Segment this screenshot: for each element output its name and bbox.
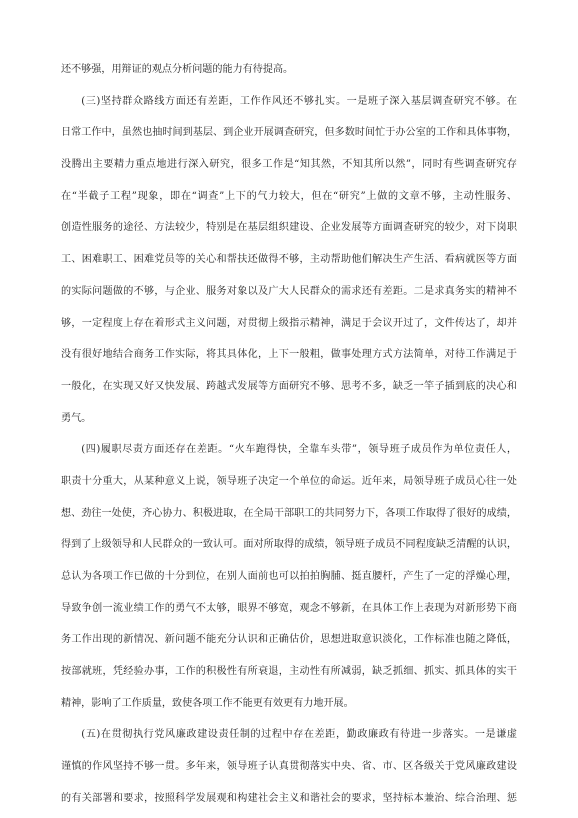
text-line: 得到了上级领导和人民群众的一致认可。面对所取得的成绩，领导班子成员不同程度缺乏清醒的认识，	[61, 539, 517, 551]
paragraph-heading-line: (四)履职尽责方面还存在差距。“火车跑得快，全靠车头带”，领导班子成员作为单位责任人，	[81, 444, 517, 456]
text-line: 的实际问题做的不够，与企业、服务对象以及广大人民群众的需求还有差距。二是求真务实的精神不	[61, 285, 517, 297]
text-line: 按部就班，凭经验办事，工作的积极性有所衰退，主动性有所减弱，缺乏抓细、抓实、抓具体的实干	[61, 666, 517, 678]
text-line: 工、困难职工、困难党员等的关心和帮扶还做得不够，主动帮助他们解决生产生活、看病就医等方面	[61, 254, 517, 266]
text-line: 在“半截子工程”现象，即在“调查”上下的气力较大，但在“研究”上做的文章不够，主动性服务、	[61, 190, 517, 202]
text-line: 谨慎的作风坚持不够一贯。多年来，领导班子认真贯彻落实中央、省、市、区各级关于党风廉政建设	[61, 761, 517, 773]
text-line: 没有很好地结合商务工作实际，将其具体化，上下一般粗，做事处理方式方法简单，对待工作满足于	[61, 349, 517, 361]
text-line: 一般化，在实现又好又快发展、跨越式发展等方面研究不够、思考不多，缺乏一竿子插到底的决心和	[61, 380, 517, 392]
paragraph-heading-line: (五)在贯彻执行党风廉政建设责任制的过程中存在差距，勤政廉政有待进一步落实。一是谦虚	[81, 729, 517, 741]
text-line: 导致争创一流业绩工作的勇气不太够，眼界不够宽，观念不够新，在具体工作上表现为对新形势下商	[61, 602, 517, 614]
paragraph-section-3	[61, 86, 517, 435]
text-line: 想、劲往一处使，齐心协力、积极进取，在全局干部职工的共同努力下，各项工作取得了很好的成绩，	[61, 507, 517, 519]
text-line: 日常工作中，虽然也抽时间到基层、到企业开展调查研究，但多数时间忙于办公室的工作和具体事物，	[61, 127, 517, 139]
paragraph-section-4	[61, 434, 517, 719]
text-line: 勇气。	[61, 412, 92, 424]
text-line: 务工作出现的新情况、新问题不能充分认识和正确估价，思想进取意识淡化，工作标准也随之降低，	[61, 634, 517, 646]
text-line: 创造性服务的途径、方法较少，特别是在基层组织建设、企业发展等方面调查研究的较少，对下岗职	[61, 222, 517, 234]
text-line: 职责十分重大，从某种意义上说，领导班子决定一个单位的命运。近年来，局领导班子成员心往一处	[61, 475, 517, 487]
text-line: 没腾出主要精力重点地进行深入研究，很多工作是“知其然，不知其所以然”，同时有些调查研究存	[61, 159, 517, 171]
text-line: 精神，影响了工作质量，致使各项工作不能更有效更有力地开展。	[61, 697, 354, 709]
paragraph-section-5	[61, 719, 517, 814]
text-line: 的有关部署和要求，按照科学发展观和构建社会主义和谐社会的要求，坚持标本兼治、综合治理、惩	[61, 792, 517, 804]
text-line: 够，一定程度上存在着形式主义问题，对贯彻上级指示精神，满足于会议开过了，文件传达了，却并	[61, 317, 517, 329]
paragraph-heading-line: (三)坚持群众路线方面还有差距，工作作风还不够扎实。一是班子深入基层调查研究不够。在	[81, 95, 517, 107]
text-line: 还不够强，用辩证的观点分析问题的能力有待提高。	[61, 64, 294, 75]
text-line: 总认为各项工作已做的十分到位，在别人面前也可以拍拍胸脯、挺直腰杆，产生了一定的浮燥心理，	[61, 571, 517, 582]
document-body	[61, 54, 517, 815]
paragraph-continuation	[61, 54, 517, 86]
